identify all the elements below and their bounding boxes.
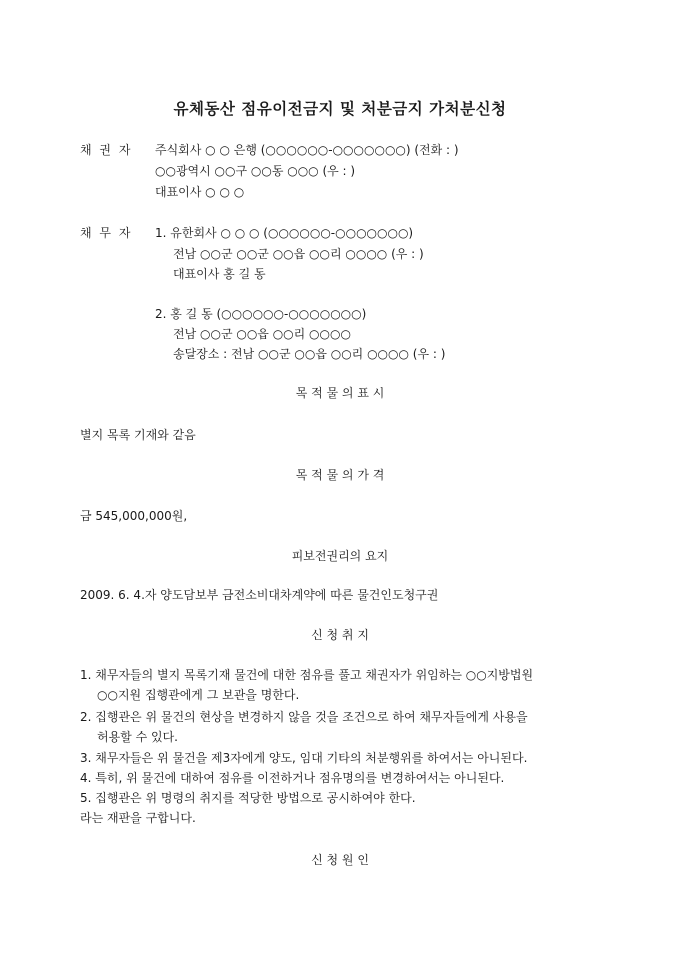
reason-heading: 신 청 원 인 bbox=[311, 853, 369, 867]
purpose-item-3: 3. 채무자들은 위 물건을 제3자에게 양도, 임대 기타의 처분행위를 하여서는 아니된다. bbox=[80, 751, 528, 765]
debtor2-service-address: 송달장소 : 전남 ○○군 ○○읍 ○○리 ○○○○ (우 : ) bbox=[173, 347, 446, 361]
debtor1-address: 전남 ○○군 ○○군 ○○읍 ○○리 ○○○○ (우 : ) bbox=[173, 247, 424, 261]
right-heading: 피보전권리의 요지 bbox=[291, 549, 389, 563]
purpose-item-2: 2. 집행관은 위 물건의 현상을 변경하지 않을 것을 조건으로 하여 채무자들에게 사용을 bbox=[80, 710, 528, 724]
debtor1-representative: 대표이사 홍 길 동 bbox=[173, 267, 266, 281]
creditor-address: ○○광역시 ○○구 ○○동 ○○○ (우 : ) bbox=[155, 164, 356, 178]
creditor-label: 채 권 자 bbox=[80, 143, 133, 157]
purpose-closing: 라는 재판을 구합니다. bbox=[80, 811, 196, 825]
purpose-item-1: 1. 채무자들의 별지 목록기재 물건에 대한 점유를 풀고 채권자가 위임하는 ○○지방법원 bbox=[80, 668, 534, 682]
price-text: 금 545,000,000원, bbox=[80, 509, 188, 523]
document-title: 유체동산 점유이전금지 및 처분금지 가처분신청 bbox=[173, 100, 507, 118]
object-heading: 목 적 물 의 표 시 bbox=[295, 386, 385, 400]
purpose-item-1-cont: ○○지원 집행관에게 그 보관을 명한다. bbox=[97, 688, 300, 702]
purpose-item-4: 4. 특히, 위 물건에 대하여 점유를 이전하거나 점유명의를 변경하여서는 아니된다. bbox=[80, 771, 505, 785]
price-heading: 목 적 물 의 가 격 bbox=[295, 468, 385, 482]
creditor-name: 주식회사 ○ ○ 은행 (○○○○○○-○○○○○○○) (전화 : ) bbox=[155, 143, 459, 157]
debtor1-name: 1. 유한회사 ○ ○ ○ (○○○○○○-○○○○○○○) bbox=[155, 226, 414, 240]
purpose-heading: 신 청 취 지 bbox=[311, 628, 369, 642]
debtor-label: 채 무 자 bbox=[80, 226, 133, 240]
purpose-item-2-cont: 허용할 수 있다. bbox=[97, 730, 178, 744]
debtor2-address: 전남 ○○군 ○○읍 ○○리 ○○○○ bbox=[173, 327, 351, 341]
creditor-representative: 대표이사 ○ ○ ○ bbox=[155, 185, 245, 199]
purpose-item-5: 5. 집행관은 위 명령의 취지를 적당한 방법으로 공시하여야 한다. bbox=[80, 791, 416, 805]
debtor2-name: 2. 홍 길 동 (○○○○○○-○○○○○○○) bbox=[155, 307, 367, 321]
right-text: 2009. 6. 4.자 양도담보부 금전소비대차계약에 따른 물건인도청구권 bbox=[80, 588, 439, 602]
object-text: 별지 목록 기재와 같음 bbox=[80, 428, 196, 442]
